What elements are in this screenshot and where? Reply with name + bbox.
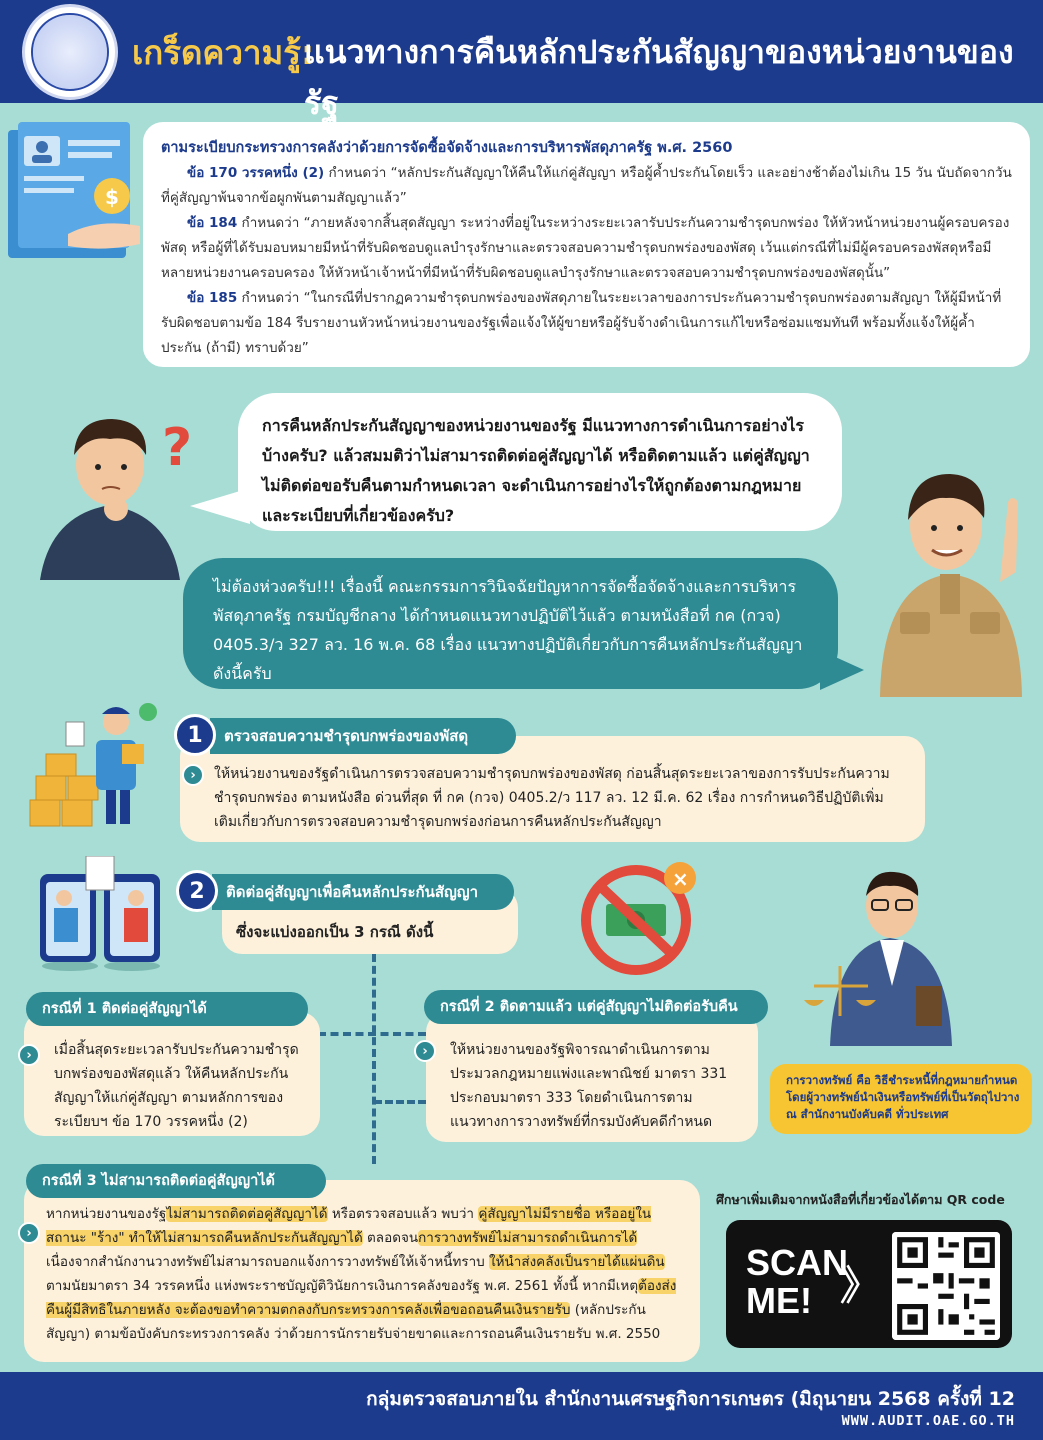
- case1-text: เมื่อสิ้นสุดระยะเวลารับประกันความชำรุดบกพร่องของพัสดุแล้ว ให้คืนหลักประกันสัญญาให้แก่คู่สัญญา ตามหลักการของระเบียบฯ ข้อ 170 วรรคหนึ่ง (2): [54, 1042, 299, 1130]
- regulation-ref: ข้อ 170 วรรคหนึ่ง (2): [187, 165, 325, 181]
- step2-number: 2: [176, 870, 218, 912]
- step2-subtitle: ซึ่งจะแบ่งออกเป็น 3 กรณี ดังนี้: [236, 923, 434, 941]
- scan-text-line: ME!: [746, 1280, 812, 1321]
- case3-text: [46, 1202, 686, 1346]
- no-money-icon: [580, 856, 702, 976]
- case3-card: [24, 1180, 700, 1362]
- scan-me-text: [746, 1244, 848, 1320]
- footer-credit: กลุ่มตรวจสอบภายใน สำนักงานเศรษฐกิจการเกษตร (มิถุนายน 2568 ครั้งที่ 12: [366, 1388, 1015, 1410]
- regulation-box: [143, 122, 1030, 367]
- answer-bubble: ไม่ต้องห่วงครับ!!! เรื่องนี้ คณะกรรมการวินิจฉัยปัญหาการจัดซื้อจัดจ้างและการบริหารพัสดุภาครัฐ กรมบัญชีกลาง ได้กำหนดแนวทางปฏิบัติไว้แล้ว ตามหนังสือที่ กค (กวจ) 0405.3/ว 327 ลว. 16 พ.ค. 68 เรื่อง แนวทางปฏิบัติเกี่ยวกับการคืนหลักประกันสัญญา ดังนี้ครับ: [183, 558, 838, 689]
- emblem-icon: [31, 13, 109, 91]
- qr-caption: ศึกษาเพิ่มเติมจากหนังสือที่เกี่ยวข้องได้ตาม QR code: [716, 1192, 1005, 1207]
- case1-label: กรณีที่ 1 ติดต่อคู่สัญญาได้: [26, 992, 308, 1026]
- regulation-item: [161, 211, 1012, 286]
- step1-text: ให้หน่วยงานของรัฐดำเนินการตรวจสอบความชำรุดบกพร่องของพัสดุ ก่อนสิ้นสุดระยะเวลาของการรับประกันความชำรุดบกพร่อง ตามหนังสือ ด่วนที่สุด ที่ กค (กวจ) 0405.2/ว 117 ลว. 12 มี.ค. 62 เรื่อง การกำหนดวิธีปฏิบัติเพิ่มเติมเกี่ยวกับการตรวจสอบความชำรุดบกพร่องก่อนการคืนหลักประกันสัญญา: [214, 766, 890, 830]
- case3-text-part: หากหน่วยงานของรัฐ: [46, 1206, 167, 1222]
- case2-card: [426, 1012, 758, 1142]
- regulation-item: [161, 286, 1012, 361]
- case3-highlight: การวางทรัพย์ไม่สามารถดำเนินการได้: [418, 1230, 638, 1246]
- regulation-title: ตามระเบียบกระทรวงการคลังว่าด้วยการจัดซื้อจัดจ้างและการบริหารพัสดุภาครัฐ พ.ศ. 2560: [161, 140, 733, 156]
- chevron-right-icon: ›: [18, 1222, 40, 1244]
- lawyer-scales-illustration: [800, 866, 960, 1046]
- case3-label: กรณีที่ 3 ไม่สามารถติดต่อคู่สัญญาได้: [26, 1164, 326, 1198]
- connector-line: [374, 1100, 426, 1104]
- case3-text-part: (หลักประกันสัญญา) ตามข้อบังคับกระทรวงการคลัง ว่าด้วยการนักรายรับจ่ายขาดและการถอนคืนเงินรายรับ พ.ศ. 2550: [46, 1302, 661, 1342]
- regulation-text: กำหนดว่า “ภายหลังจากสิ้นสุดสัญญา ระหว่างที่อยู่ในระหว่างระยะเวลารับประกันความชำรุดบกพร่อง ให้หัวหน้าหน่วยงานผู้ครอบครองพัสดุ หรือผู้ที่ได้รับมอบหมายมีหน้าที่รับผิดชอบดูแลบำรุงรักษาและตรวจสอบความชำรุดบกพร่องของพัสดุ เว้นแต่กรณีที่ไม่มีผู้ครอบครองพัสดุหรือมีหลายหน่วยงานครอบครอง ให้หัวหน้าเจ้าหน้าที่มีหน้าที่รับผิดชอบดูแลบำรุงรักษาและตรวจสอบความชำรุดบกพร่องของพัสดุนั้น”: [161, 215, 1010, 281]
- page-title: แนวทางการคืนหลักประกันสัญญาของหน่วยงานของรัฐ: [304, 33, 1014, 122]
- connector-line: [372, 954, 376, 1164]
- regulation-text: กำหนดว่า “ในกรณีที่ปรากฏความชำรุดบกพร่องของพัสดุภายในระยะเวลาของการประกันความชำรุดบกพร่องตามสัญญา ให้ผู้มีหน้าที่รับผิดชอบตามข้อ 184 รีบรายงานหัวหน้าหน่วยงานของรัฐเพื่อแจ้งให้ผู้ขายหรือผู้รับจ้างดำเนินการแก้ไขหรือซ่อมแซมทันที พร้อมทั้งแจ้งให้ผู้ค้ำประกัน (ถ้ามี) ทราบด้วย”: [161, 290, 1002, 356]
- case2-label: กรณีที่ 2 ติดตามแล้ว แต่คู่สัญญาไม่ติดต่อรับคืน: [424, 990, 768, 1024]
- step2-label: ติดต่อคู่สัญญาเพื่อคืนหลักประกันสัญญา: [212, 874, 514, 910]
- qr-code[interactable]: [892, 1232, 1000, 1340]
- regulation-text: กำหนดว่า “หลักประกันสัญญาให้คืนให้แก่คู่สัญญา หรือผู้ค้ำประกันโดยเร็ว และอย่างช้าต้องไม่เกิน 15 วัน นับถัดจากวันที่คู่สัญญาพ้นจากข้อผูกพันตามสัญญาแล้ว”: [161, 165, 1012, 206]
- case3-highlight: ให้นำส่งคลังเป็นรายได้แผ่นดิน: [489, 1254, 665, 1270]
- step1-number: 1: [174, 714, 216, 756]
- government-officer-illustration: [870, 462, 1035, 697]
- chevron-double-right-icon: 》: [840, 1263, 880, 1309]
- case1-card: [24, 1012, 320, 1136]
- title-accent: เกร็ดความรู้:: [132, 33, 315, 72]
- thinking-man-illustration: [30, 405, 200, 580]
- step1-label: ตรวจสอบความชำรุดบกพร่องของพัสดุ: [210, 718, 516, 754]
- case3-text-part: ตามนัยมาตรา 34 วรรคหนึ่ง แห่งพระราชบัญญัติวินัยการเงินการคลังของรัฐ พ.ศ. 2561 ทั้งนี้ หากมีเหตุ: [46, 1278, 639, 1294]
- case2-text: ให้หน่วยงานของรัฐพิจารณาดำเนินการตามประมวลกฎหมายแพ่งและพาณิชย์ มาตรา 331 ประกอบมาตรา 333 โดยดำเนินการตามแนวทางการวางทรัพย์ที่กรมบังคับคดีกำหนด: [450, 1042, 728, 1130]
- oae-logo: [22, 4, 118, 100]
- case3-highlight: คู่สัญญาไม่มีรายชื่อ หรืออยู่ในสถานะ "ร้าง" ทำให้ไม่สามารถคืนหลักประกันสัญญาได้: [46, 1206, 652, 1246]
- regulation-ref: ข้อ 184: [187, 215, 238, 231]
- worker-boxes-illustration: [26, 700, 166, 830]
- svg-text:$: $: [105, 185, 119, 209]
- case3-text-part: เนื่องจากสำนักงานวางทรัพย์ไม่สามารถบอกแจ้งการวางทรัพย์ให้เจ้าหนี้ทราบ: [46, 1254, 490, 1270]
- connector-line: [318, 1032, 426, 1036]
- handshake-phones-illustration: [36, 856, 162, 972]
- svg-text:×: ×: [672, 867, 689, 891]
- case3-text-part: หรือตรวจสอบแล้ว พบว่า: [327, 1206, 479, 1222]
- case3-highlight: ต้องส่งคืนผู้มีสิทธิในภายหลัง จะต้องขอทำความตกลงกับกระทรวงการคลังเพื่อขอถอนคืนเงินรายรับ: [46, 1278, 677, 1318]
- case3-text-part: ตลอดจน: [362, 1230, 419, 1246]
- chevron-right-icon: ›: [18, 1044, 40, 1066]
- scan-text-line: SCAN: [746, 1242, 849, 1283]
- regulation-ref: ข้อ 185: [187, 290, 238, 306]
- deposit-definition-note: การวางทรัพย์ คือ วิธีชำระหนี้ที่กฎหมายกำหนด โดยผู้วางทรัพย์นำเงินหรือทรัพย์ที่เป็นวัตถุไปวาง ณ สำนักงานบังคับคดี ทั่วประเทศ: [770, 1064, 1032, 1134]
- question-mark-icon: ?: [162, 418, 193, 478]
- chevron-right-icon: ›: [414, 1040, 436, 1062]
- question-bubble: การคืนหลักประกันสัญญาของหน่วยงานของรัฐ มีแนวทางการดำเนินการอย่างไรบ้างครับ? แล้วสมมติว่าไม่สามารถติดต่อคู่สัญญาได้ หรือติดตามแล้ว แต่คู่สัญญาไม่ติดต่อขอรับคืนตามกำหนดเวลา จะดำเนินการอย่างไรให้ถูกต้องตามกฎหมายและระเบียบที่เกี่ยวข้องครับ?: [238, 393, 842, 531]
- footer-website-link[interactable]: WWW.AUDIT.OAE.GO.TH: [841, 1413, 1015, 1429]
- regulation-item: [161, 161, 1012, 211]
- document-hand-money-illustration: [8, 122, 143, 262]
- chevron-right-icon: ›: [182, 764, 204, 786]
- case3-highlight: ไม่สามารถติดต่อคู่สัญญาได้: [166, 1206, 328, 1222]
